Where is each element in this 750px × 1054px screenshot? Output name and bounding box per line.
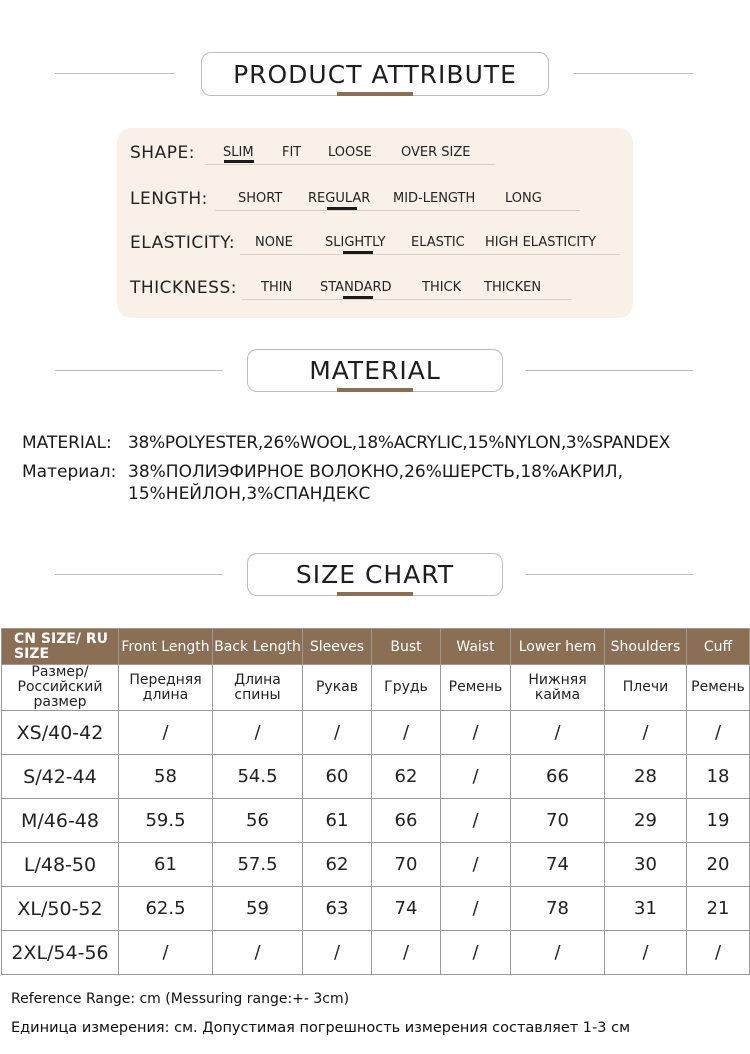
- section-title-accent: [337, 92, 413, 96]
- column-header-ru: Размер/ Российский размер: [2, 665, 119, 711]
- section-divider-left: [55, 73, 175, 74]
- measurement-cell: /: [441, 931, 511, 975]
- material-value-en: 38%POLYESTER,26%WOOL,18%ACRYLIC,15%NYLON,3%SPANDEX: [128, 433, 670, 453]
- measurement-cell: 74: [511, 843, 605, 887]
- attribute-option: OVER SIZE: [401, 145, 471, 160]
- measurement-note-ru: Единица измерения: см. Допустимая погрешность измерения составляет 1-3 см: [11, 1020, 631, 1036]
- attribute-rule: [215, 210, 580, 211]
- measurement-cell: 60: [303, 755, 372, 799]
- section-title-material: MATERIAL: [247, 349, 503, 392]
- section-title-accent: [337, 592, 413, 596]
- column-header-ru: Плечи: [605, 665, 687, 711]
- size-cell: S/42-44: [2, 755, 119, 799]
- column-header: Waist: [441, 629, 511, 665]
- measurement-cell: 59.5: [119, 799, 213, 843]
- measurement-cell: 56: [213, 799, 303, 843]
- attribute-option: FIT: [282, 145, 302, 160]
- section-divider-left: [55, 574, 223, 575]
- size-chart-table: [1, 628, 750, 975]
- measurement-cell: /: [687, 711, 750, 755]
- selected-indicator: [343, 251, 373, 254]
- table-row: [2, 931, 750, 975]
- column-header-ru: Рукав: [303, 665, 372, 711]
- attribute-option: SLIGHTLY: [325, 235, 386, 250]
- measurement-cell: /: [605, 931, 687, 975]
- measurement-cell: 58: [119, 755, 213, 799]
- size-cell: 2XL/54-56: [2, 931, 119, 975]
- column-header-ru: Передняя длина: [119, 665, 213, 711]
- attribute-option: THICK: [422, 280, 462, 295]
- column-header-ru: Нижняя кайма: [511, 665, 605, 711]
- selected-indicator: [343, 296, 373, 299]
- attribute-option: STANDARD: [320, 280, 392, 295]
- section-divider-left: [55, 370, 223, 371]
- measurement-cell: /: [303, 711, 372, 755]
- measurement-cell: /: [441, 755, 511, 799]
- attribute-option: REGULAR: [308, 191, 371, 206]
- measurement-cell: /: [687, 931, 750, 975]
- attribute-option: LOOSE: [328, 145, 372, 160]
- measurement-cell: 28: [605, 755, 687, 799]
- measurement-cell: 66: [511, 755, 605, 799]
- size-cell: XL/50-52: [2, 887, 119, 931]
- attribute-label-elasticity: ELASTICITY:: [130, 233, 236, 253]
- column-header: Bust: [372, 629, 441, 665]
- attribute-label-thickness: THICKNESS:: [130, 278, 237, 298]
- measurement-cell: 20: [687, 843, 750, 887]
- attribute-rule: [205, 164, 495, 165]
- attribute-rule: [240, 254, 620, 255]
- table-row: [2, 755, 750, 799]
- column-header: Cuff: [687, 629, 750, 665]
- size-cell: XS/40-42: [2, 711, 119, 755]
- attribute-label-length: LENGTH:: [130, 189, 208, 209]
- measurement-cell: /: [441, 887, 511, 931]
- measurement-cell: 62: [372, 755, 441, 799]
- attribute-option: SHORT: [238, 191, 283, 206]
- column-header: Front Length: [119, 629, 213, 665]
- measurement-cell: 74: [372, 887, 441, 931]
- section-divider-right: [525, 574, 693, 575]
- selected-indicator: [327, 207, 357, 210]
- measurement-cell: 62: [303, 843, 372, 887]
- section-divider-right: [573, 73, 693, 74]
- measurement-cell: /: [303, 931, 372, 975]
- measurement-cell: 19: [687, 799, 750, 843]
- column-header: Lower hem: [511, 629, 605, 665]
- attribute-option: THICKEN: [484, 280, 542, 295]
- measurement-cell: /: [372, 931, 441, 975]
- table-row: [2, 887, 750, 931]
- measurement-cell: /: [605, 711, 687, 755]
- measurement-cell: /: [119, 931, 213, 975]
- column-header: Sleeves: [303, 629, 372, 665]
- measurement-cell: 70: [372, 843, 441, 887]
- column-header-ru: Ремень: [441, 665, 511, 711]
- attribute-option: THIN: [261, 280, 293, 295]
- measurement-cell: 70: [511, 799, 605, 843]
- attribute-option: LONG: [505, 191, 542, 206]
- column-header: CN SIZE/ RU SIZE: [2, 629, 119, 665]
- measurement-cell: 59: [213, 887, 303, 931]
- attribute-option: MID-LENGTH: [393, 191, 476, 206]
- measurement-cell: 61: [303, 799, 372, 843]
- measurement-cell: /: [372, 711, 441, 755]
- table-row: [2, 843, 750, 887]
- attribute-option: ELASTIC: [411, 235, 465, 250]
- measurement-cell: 78: [511, 887, 605, 931]
- measurement-cell: 29: [605, 799, 687, 843]
- section-title-product-attribute: PRODUCT ATTRIBUTE: [201, 52, 549, 96]
- section-title-size-chart: SIZE CHART: [247, 553, 503, 596]
- measurement-cell: /: [511, 711, 605, 755]
- material-value-ru-line2: 15%НЕЙЛОН,3%СПАНДЕКС: [128, 484, 371, 504]
- measurement-cell: /: [441, 799, 511, 843]
- column-header-ru: Ремень: [687, 665, 750, 711]
- measurement-cell: 30: [605, 843, 687, 887]
- size-cell: L/48-50: [2, 843, 119, 887]
- attribute-label-shape: SHAPE:: [130, 143, 195, 163]
- measurement-cell: 61: [119, 843, 213, 887]
- column-header: Shoulders: [605, 629, 687, 665]
- material-label-ru: Материал:: [22, 462, 117, 482]
- measurement-cell: /: [441, 843, 511, 887]
- table-row: [2, 711, 750, 755]
- measurement-cell: 18: [687, 755, 750, 799]
- measurement-cell: 63: [303, 887, 372, 931]
- measurement-cell: 62.5: [119, 887, 213, 931]
- table-header-row: [2, 629, 750, 665]
- section-title-accent: [337, 388, 413, 392]
- table-row: [2, 799, 750, 843]
- material-value-ru-line1: 38%ПОЛИЭФИРНОЕ ВОЛОКНО,26%ШЕРСТЬ,18%АКРИЛ,: [128, 462, 623, 482]
- measurement-cell: /: [213, 711, 303, 755]
- measurement-cell: 54.5: [213, 755, 303, 799]
- section-divider-right: [525, 370, 693, 371]
- measurement-cell: /: [119, 711, 213, 755]
- measurement-cell: /: [441, 711, 511, 755]
- measurement-cell: /: [511, 931, 605, 975]
- column-header: Back Length: [213, 629, 303, 665]
- measurement-cell: 57.5: [213, 843, 303, 887]
- attribute-rule: [242, 299, 572, 300]
- measurement-cell: 66: [372, 799, 441, 843]
- column-header-ru: Грудь: [372, 665, 441, 711]
- measurement-cell: 21: [687, 887, 750, 931]
- attribute-option: NONE: [255, 235, 293, 250]
- measurement-cell: /: [213, 931, 303, 975]
- table-subheader-row: [2, 665, 750, 711]
- attribute-option: HIGH ELASTICITY: [485, 235, 597, 250]
- selected-indicator: [224, 160, 254, 163]
- measurement-cell: 31: [605, 887, 687, 931]
- material-label-en: MATERIAL:: [22, 433, 112, 453]
- attribute-option: SLIM: [223, 145, 254, 160]
- reference-range-note: Reference Range: cm (Messuring range:+- 3cm): [11, 991, 350, 1007]
- column-header-ru: Длина спины: [213, 665, 303, 711]
- size-cell: M/46-48: [2, 799, 119, 843]
